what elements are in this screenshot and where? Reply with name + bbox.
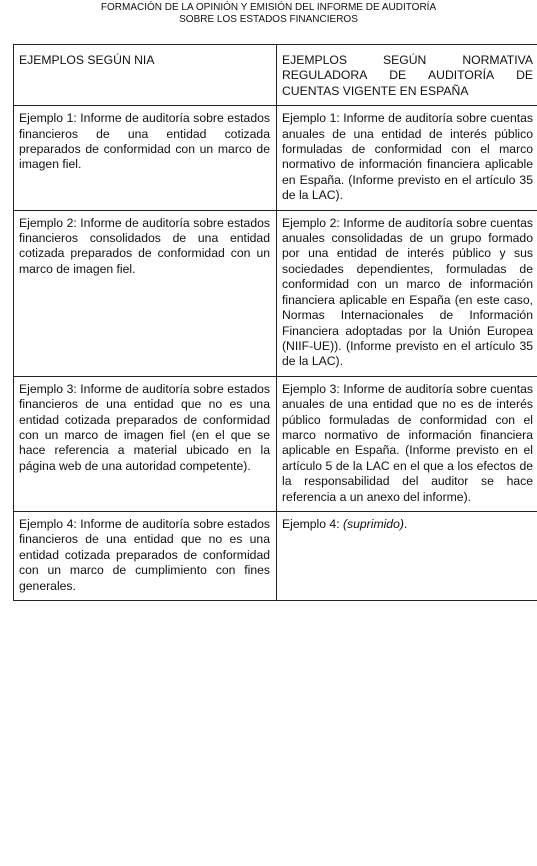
cell-nia-ejemplo-1: Ejemplo 1: Informe de auditoría sobre estados financieros de una entidad cotizada preparados de conformidad con un marco de imagen fiel. xyxy=(14,106,277,210)
cell-nia-ejemplo-4: Ejemplo 4: Informe de auditoría sobre estados financieros de una entidad que no es una entidad cotizada preparados de conformidad con un marco de cumplimiento con fines generales. xyxy=(14,511,277,600)
table-row xyxy=(14,210,537,376)
cell-espana-ejemplo-4 xyxy=(277,511,537,600)
header-ejemplos-nia: EJEMPLOS SEGÚN NIA xyxy=(14,45,277,106)
ejemplo-4-suprimido: (suprimido) xyxy=(342,516,404,531)
cell-espana-ejemplo-3: Ejemplo 3: Informe de auditoría sobre cuentas anuales de una entidad que no es de interés público formuladas de conformidad con el marco normativo de información financiera aplicable en España. (Informe previsto en el artículo 5 de la LAC en el que a los efectos de la responsabilidad del auditor se hace referencia a un anexo del informe). xyxy=(277,376,537,511)
cell-nia-ejemplo-3: Ejemplo 3: Informe de auditoría sobre estados financieros de una entidad que no es una entidad cotizada preparados de conformidad con un marco de imagen fiel (en el que se hace referencia a material ubicado en la página web de una autoridad competente). xyxy=(14,376,277,511)
table-row xyxy=(14,511,537,600)
examples-comparison-table xyxy=(13,44,537,601)
table-row xyxy=(14,106,537,210)
ejemplo-4-suffix: . xyxy=(403,516,408,531)
cell-espana-ejemplo-1: Ejemplo 1: Informe de auditoría sobre cuentas anuales de una entidad de interés público formuladas de conformidad con el marco normativo de información financiera aplicable en España. (Informe previsto en el artículo 35 de la LAC). xyxy=(277,106,537,210)
ejemplo-4-prefix: Ejemplo 4: xyxy=(282,516,343,531)
page-header xyxy=(0,2,537,25)
table-header-row xyxy=(14,45,537,106)
cell-nia-ejemplo-2: Ejemplo 2: Informe de auditoría sobre estados financieros consolidados de una entidad cotizada preparados de conformidad con un marco de imagen fiel. xyxy=(14,210,277,376)
cell-espana-ejemplo-2: Ejemplo 2: Informe de auditoría sobre cuentas anuales consolidadas de un grupo formado por una entidad de interés público y sus sociedades dependientes, formuladas de conformidad con un marco de información financiera aplicable en España (en este caso, Normas Internacionales de Información Financiera adoptadas por la Unión Europea (NIIF-UE)). (Informe previsto en el artículo 35 de la LAC). xyxy=(277,210,537,376)
header-ejemplos-normativa-espana: EJEMPLOS SEGÚN NORMATIVA REGULADORA DE AUDITORÍA DE CUENTAS VIGENTE EN ESPAÑA xyxy=(277,45,537,106)
table-row xyxy=(14,376,537,511)
document-title-line-2: SOBRE LOS ESTADOS FINANCIEROS xyxy=(179,13,358,25)
document-title-line-1: FORMACIÓN DE LA OPINIÓN Y EMISIÓN DEL INFORME DE AUDITORÍA xyxy=(100,2,437,13)
